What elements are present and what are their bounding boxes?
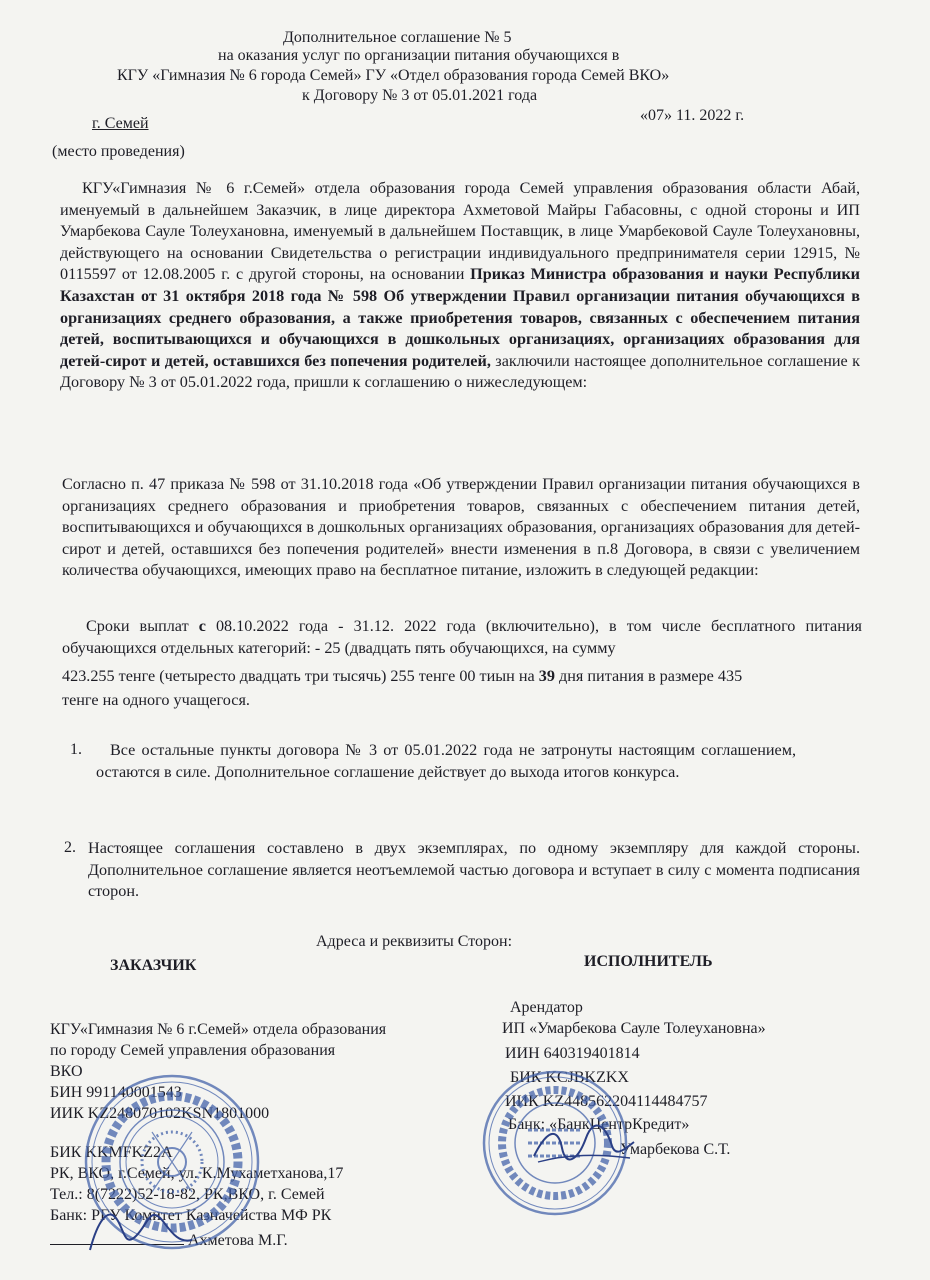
customer-address: РК, ВКО, г.Семей, ул. К.Мухаметханова,17 [50,1165,344,1182]
item-1-text: Все остальные пункты договора № 3 от 05.01.2022 года не затронуты настоящим соглашением, остаются в силе. Дополнительное соглашение действует до выхода итогов конкурса. [96,741,796,781]
item-2-number: 2. [64,839,76,856]
doc-subtitle-3: к Договору № 3 от 05.01.2021 года [302,87,538,104]
city: г. Семей [92,115,149,132]
item-2-text: Настоящее соглашения составлено в двух экземплярах, по одному экземпляру для каждой стороны. Дополнительное соглашение является неотъемлемой частью договора и вступает в силу с момента подписания сторон. [88,839,860,901]
customer-phone: Тел.: 8(7222)52-18-82, РК,ВКО, г. Семей [50,1186,325,1203]
contractor-name: ИП «Умарбекова Сауле Толеухановна» [502,1020,766,1037]
intro-paragraph [60,178,860,394]
item-1-number: 1. [70,741,82,758]
payment-sum-line [62,666,742,686]
contractor-signer: Умарбекова С.Т. [620,1141,731,1158]
doc-date: «07» 11. 2022 г. [640,107,745,124]
doc-subtitle-2: КГУ «Гимназия № 6 города Семей» ГУ «Отдел образования города Семей ВКО» [117,67,670,84]
payment-terms [62,616,862,659]
contractor-signature-icon [528,1118,638,1168]
customer-bin: БИН 991140001543 [50,1084,182,1101]
customer-title: ЗАКАЗЧИК [110,957,197,974]
doc-title: Дополнительное соглашение № 5 [283,29,512,46]
customer-bank: Банк: РГУ Комитет Казначейства МФ РК [50,1207,332,1224]
intro-order-reference: Приказ Министра образования и науки Республики Казахстан от 31 октября 2018 года № 598 Об утверждении Правил организации питания обучающихся в организациях среднего образования, а также приобретения товаров, связанных с обеспечением питания детей, воспитывающихся и обучающихся в дошкольных организациях, организациях образования для детей-сирот и детей, оставшихся без попечения родителей, [60,265,861,370]
customer-bik: БИК KKMFKZ2A [50,1144,173,1161]
payment-per-student: тенге на одного учащегося. [62,691,250,709]
terms-rate: дня питания в размере 435 [554,667,743,685]
contractor-line: Арендатор [510,999,583,1016]
contractor-bank: Банк: «БанкЦентрКредит» [508,1116,690,1133]
contractor-title: ИСПОЛНИТЕЛЬ [584,953,713,970]
contractor-iin: ИИН 640319401814 [505,1045,640,1062]
contractor-iik: ИИК KZ448562204114484757 [505,1093,708,1110]
customer-line: ВКО [50,1063,83,1080]
customer-iik: ИИК KZ248070102KSN1801000 [50,1105,270,1122]
terms-text-b: с [198,617,206,635]
doc-subtitle-1: на оказания услуг по организации питания обучающихся в [218,47,620,64]
terms-text-c: 08.10.2022 года - 31.12. 2022 года (включительно), в том числе бесплатного питания обучающихся отдельных категорий: - 25 (двадцать пять обучающихся, на сумму [62,617,862,657]
amendment-paragraph: Согласно п. 47 приказа № 598 от 31.10.2018 года «Об утверждении Правил организации питания обучающихся в организациях среднего образования и приобретения товаров, связанных с обеспечением питания детей, воспитывающихся и обучающихся в дошкольных организациях образования, организациях образования для детей-сирот и детей, оставшихся без попечения родителей» внести изменения в п.8 Договора, в связи с увеличением количества обучающихся, имеющих право на бесплатное питание, изложить в следующей редакции: [62,475,860,580]
customer-signer: Ахметова М.Г. [188,1232,288,1249]
customer-line: по городу Семей управления образования [50,1042,336,1059]
place-note: (место проведения) [52,143,185,160]
customer-line: КГУ«Гимназия № 6 г.Семей» отдела образования [50,1021,387,1038]
terms-sum: 423.255 тенге (четыресто двадцать три тысячь) 255 тенге 00 тиын на [62,667,539,685]
customer-signature-icon [80,1200,200,1260]
parties-heading: Адреса и реквизиты Сторон: [316,933,513,950]
terms-text-a: Сроки выплат [86,617,189,635]
intro-text-end: заключили настоящее дополнительное соглашение к Договору № 3 от 05.01.2022 года, пришли к соглашению о нижеследующем: [60,351,860,392]
contractor-bik: БИК KCJBKZKX [510,1069,629,1086]
intro-text: КГУ«Гимназия № 6 г.Семей» отдела образования города Семей управления образования области Абай, именуемый в дальнейшем Заказчик, в лице директора Ахметовой Майры Габасовны, с одной стороны и ИП Умарбекова Сауле Толеухановна, именуемый в дальнейшем Поставщик, в лице Умарбековой Сауле Толеухановны, действующего на основании Свидетельства о регистрации индивидуального предпринимателя серии 12915, № 0115597 от 12.08.2005 г. с другой стороны, на основании [60,179,860,284]
terms-days: 39 [538,667,555,685]
